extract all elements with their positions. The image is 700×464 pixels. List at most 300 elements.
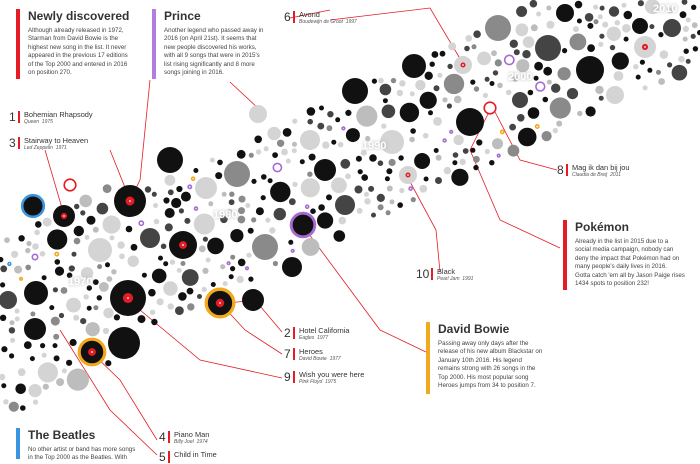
record-spindle xyxy=(407,174,409,176)
song-bubble xyxy=(575,1,583,9)
song-bubble xyxy=(274,208,286,220)
song-bubble xyxy=(551,84,560,93)
song-bubble xyxy=(93,227,99,233)
song-bubble xyxy=(448,42,456,50)
song-bubble xyxy=(10,338,15,343)
song-bubble xyxy=(553,128,558,133)
song-bubble xyxy=(10,320,15,325)
song-bubble xyxy=(9,402,19,412)
callout-newly-discovered xyxy=(16,9,156,79)
song-bubble xyxy=(377,194,385,202)
song-bubble xyxy=(691,5,696,10)
song-bubble xyxy=(103,328,109,334)
song-bubble xyxy=(473,165,478,170)
song-bubble xyxy=(535,35,561,61)
song-bubble xyxy=(460,159,466,165)
song-bubble xyxy=(93,305,98,310)
song-bubble xyxy=(506,90,512,96)
song-bubble xyxy=(437,73,442,78)
song-bubble xyxy=(497,154,500,157)
song-bubble xyxy=(306,205,309,208)
callout-body: Another legend who passed away in 2016 (on April 21st). It seems that new people discovered his works, with all 9 songs that were in 2015's list rising significantly and 8 more songs joining in 2016. xyxy=(164,27,264,77)
song-bubble xyxy=(128,256,139,267)
song-bubble xyxy=(409,187,412,190)
song-bubble xyxy=(138,315,146,323)
song-bubble xyxy=(470,148,475,153)
song-bubble xyxy=(97,203,109,215)
song-bubble xyxy=(686,18,691,23)
song-bubble xyxy=(264,146,269,151)
decade-label-1990: 1990 xyxy=(362,140,387,152)
song-bubble xyxy=(55,259,61,265)
song-bubble xyxy=(419,185,427,193)
song-bubble xyxy=(622,3,627,8)
song-bubble xyxy=(358,169,363,174)
song-bubble xyxy=(3,399,8,404)
song-bubble xyxy=(161,244,167,250)
song-bubble xyxy=(0,257,3,262)
song-bubble xyxy=(181,192,191,202)
song-bubble xyxy=(586,106,596,116)
song-bubble xyxy=(436,155,442,161)
song-bubble xyxy=(267,127,280,140)
song-bubble xyxy=(229,199,235,205)
song-bubble xyxy=(432,51,439,58)
song-bubble xyxy=(265,218,270,223)
song-bubble xyxy=(251,179,256,184)
decade-label-2010: 2010 xyxy=(653,3,678,15)
song-bubble xyxy=(420,92,437,109)
song-bubble xyxy=(270,182,290,202)
song-bubble xyxy=(307,107,316,116)
song-bubble xyxy=(342,127,345,130)
song-bubble xyxy=(87,306,92,311)
song-bubble xyxy=(638,0,644,6)
song-bubble xyxy=(693,46,698,51)
leader-line xyxy=(45,150,64,215)
song-bubble xyxy=(292,148,297,153)
song-bubble xyxy=(93,279,99,285)
song-bubble xyxy=(74,226,84,236)
callout-bar xyxy=(16,428,20,459)
song-bubble xyxy=(599,96,604,101)
song-bubble xyxy=(451,169,468,186)
song-bubble xyxy=(62,368,67,373)
song-bubble xyxy=(514,49,520,55)
song-bubble xyxy=(327,111,333,117)
song-bubble xyxy=(238,259,246,267)
song-bubble xyxy=(345,173,351,179)
song-bubble xyxy=(184,218,190,224)
song-bubble xyxy=(543,97,549,103)
song-bubble xyxy=(331,177,347,193)
song-bubble xyxy=(483,93,488,98)
song-bubble xyxy=(322,141,329,148)
song-bubble xyxy=(474,86,479,91)
song-bubble xyxy=(158,256,163,261)
song-bubble xyxy=(543,67,552,76)
song-bubble xyxy=(656,70,661,75)
song-bubble xyxy=(273,163,281,171)
song-bubble xyxy=(277,140,284,147)
song-bubble xyxy=(686,59,691,64)
song-bubble xyxy=(300,130,320,150)
song-bubble xyxy=(485,77,490,82)
song-bubble xyxy=(177,268,182,273)
song-bubble xyxy=(108,327,140,359)
song-bubble xyxy=(300,159,305,164)
song-bubble xyxy=(331,140,336,145)
song-bubble xyxy=(202,287,207,292)
song-bubble xyxy=(624,11,633,20)
song-bubble xyxy=(53,343,58,348)
song-bubble xyxy=(307,172,312,177)
song-bubble xyxy=(476,139,482,145)
song-bubble xyxy=(391,78,396,83)
song-bubble xyxy=(175,306,184,315)
song-bubble xyxy=(103,216,121,234)
song-bubble xyxy=(435,177,442,184)
song-bubble xyxy=(145,186,151,192)
song-bubble xyxy=(87,216,96,225)
song-bubble xyxy=(42,275,47,280)
song-bubble xyxy=(518,128,537,147)
song-bubble xyxy=(610,45,615,50)
song-bubble xyxy=(531,24,538,31)
song-bubble xyxy=(542,131,552,141)
song-bubble xyxy=(40,251,46,257)
song-bubble xyxy=(28,384,41,397)
song-bubble xyxy=(424,177,429,182)
song-bubble xyxy=(302,238,320,256)
song-bubble xyxy=(400,103,419,122)
song-bubble xyxy=(292,142,297,147)
record-spindle xyxy=(182,244,184,246)
song-bubble xyxy=(501,130,504,133)
song-bubble xyxy=(682,0,688,5)
song-bubble xyxy=(607,27,621,41)
song-bubble xyxy=(32,243,39,250)
song-bubble xyxy=(484,102,496,114)
song-bubble xyxy=(54,355,60,361)
song-bubble xyxy=(47,229,67,249)
song-bubble xyxy=(72,252,77,257)
song-bubble xyxy=(74,238,81,245)
song-bubble xyxy=(672,65,688,81)
song-bubble xyxy=(319,106,324,111)
song-bubble xyxy=(246,253,251,258)
record-spindle xyxy=(63,215,65,217)
song-bubble xyxy=(444,167,451,174)
song-bubble xyxy=(168,303,174,309)
song-bubble xyxy=(53,287,58,292)
song-bubble xyxy=(387,186,393,192)
song-bubble xyxy=(242,289,264,311)
song-bubble xyxy=(237,276,244,283)
song-bubble xyxy=(217,160,223,166)
song-bubble xyxy=(409,137,415,143)
song-bubble xyxy=(389,159,396,166)
song-bubble xyxy=(593,5,598,10)
song-bubble xyxy=(425,72,433,80)
song-bubble xyxy=(485,15,511,41)
song-bubble xyxy=(609,6,619,16)
song-bubble xyxy=(261,174,267,180)
song-bubble xyxy=(286,159,291,164)
song-bubble xyxy=(248,228,254,234)
record-spindle xyxy=(462,64,464,66)
song-bubble xyxy=(546,6,551,11)
song-bubble xyxy=(464,46,470,52)
song-bubble xyxy=(252,234,278,260)
song-bubble xyxy=(364,198,370,204)
song-bubble xyxy=(74,204,79,209)
song-bubble xyxy=(556,121,562,127)
song-bubble xyxy=(385,176,390,181)
song-bubble xyxy=(282,257,302,277)
song-bubble xyxy=(450,131,453,134)
song-bubble xyxy=(339,217,347,225)
song-bubble xyxy=(534,76,539,81)
song-bubble xyxy=(577,19,582,24)
song-bubble xyxy=(443,139,446,142)
song-bubble xyxy=(660,50,669,59)
song-bubble xyxy=(199,245,206,252)
song-bubble xyxy=(111,269,116,274)
callout-bar xyxy=(152,9,156,79)
song-bubble xyxy=(238,216,246,224)
song-bubble xyxy=(382,105,396,119)
song-bubble xyxy=(314,159,336,181)
song-bubble xyxy=(195,177,217,199)
song-bubble xyxy=(397,90,403,96)
song-bubble xyxy=(80,318,86,324)
song-bubble xyxy=(193,168,198,173)
song-bubble xyxy=(61,287,68,294)
song-bubble xyxy=(33,400,38,405)
song-bubble xyxy=(361,174,368,181)
song-bubble xyxy=(508,145,520,157)
song-bubble xyxy=(364,192,369,197)
song-bubble xyxy=(227,262,230,265)
song-bubble xyxy=(40,343,45,348)
song-bubble xyxy=(0,315,6,321)
song-bubble xyxy=(291,250,294,253)
song-bubble xyxy=(335,195,355,215)
song-bubble xyxy=(69,265,75,271)
song-bubble xyxy=(157,298,164,305)
song-bubble xyxy=(55,252,58,255)
callout-body: Already in the list in 2015 due to a social media campaign, nobody can deny the impact that Pokémon had on many people's daily lives in 2016. Gotta catch 'em all by Jason Paige rises 1434 spots to position 232! xyxy=(575,238,685,288)
song-bubble xyxy=(434,148,439,153)
song-bubble xyxy=(38,362,58,382)
song-bubble xyxy=(84,294,89,299)
song-bubble xyxy=(310,208,316,214)
song-bubble xyxy=(465,35,472,42)
song-bubble xyxy=(368,186,374,192)
song-bubble xyxy=(334,230,346,242)
song-bubble xyxy=(15,384,26,395)
song-bubble xyxy=(53,334,59,340)
song-bubble xyxy=(153,203,158,208)
song-bubble xyxy=(536,82,545,91)
song-bubble xyxy=(22,195,44,217)
song-bubble xyxy=(56,378,64,386)
song-bubble xyxy=(378,78,384,84)
song-bubble xyxy=(309,154,316,161)
record-spindle xyxy=(219,302,221,304)
song-bubble xyxy=(493,70,498,75)
song-bubble xyxy=(230,266,235,271)
callout-david-bowie xyxy=(426,322,561,394)
song-bubble xyxy=(237,150,246,159)
callout-title: Prince xyxy=(164,9,201,23)
song-bubble xyxy=(517,114,525,122)
song-bubble xyxy=(283,128,292,137)
song-bubble xyxy=(536,125,539,128)
song-bubble xyxy=(15,317,20,322)
song-bubble xyxy=(301,178,320,197)
song-bubble xyxy=(490,81,495,86)
song-bubble xyxy=(599,34,604,39)
callout-body: Passing away only days after the release of his new album Blackstar on January 10th 2016. His legend remains strong with 26 songs in the Top 2000. His most popular song Heroes jumps from 34 to position 7. xyxy=(438,340,543,390)
song-bubble xyxy=(357,208,363,214)
song-bubble xyxy=(229,192,234,197)
song-bubble xyxy=(447,64,452,69)
song-bubble xyxy=(268,178,273,183)
song-bubble xyxy=(472,44,477,49)
song-bubble xyxy=(165,223,173,231)
song-bubble xyxy=(107,276,113,282)
song-bubble xyxy=(206,258,211,263)
song-bubble xyxy=(573,26,579,32)
song-bubble xyxy=(594,19,599,24)
song-bubble xyxy=(528,90,534,96)
song-bubble xyxy=(168,189,174,195)
song-bubble xyxy=(42,353,47,358)
song-bubble xyxy=(633,64,638,69)
song-bubble xyxy=(683,37,688,42)
song-bubble xyxy=(381,124,386,129)
song-bubble xyxy=(356,156,362,162)
song-bubble xyxy=(683,26,689,32)
song-bubble xyxy=(0,282,5,287)
song-bubble xyxy=(570,34,587,51)
song-bubble xyxy=(220,264,225,269)
song-bubble xyxy=(187,303,194,310)
song-bubble xyxy=(602,22,608,28)
song-bubble xyxy=(327,125,333,131)
song-bubble xyxy=(497,83,503,89)
song-bubble xyxy=(207,238,224,255)
song-bubble xyxy=(238,207,245,214)
song-bubble xyxy=(667,62,672,67)
song-bubble xyxy=(15,309,20,314)
song-bubble xyxy=(528,107,540,119)
song-bubble xyxy=(614,71,624,81)
leader-line xyxy=(470,110,560,248)
song-bubble xyxy=(562,48,567,53)
song-bubble xyxy=(165,208,175,218)
callout-title: Newly discovered xyxy=(28,9,130,23)
song-bubble xyxy=(35,221,42,228)
song-bubble xyxy=(51,317,60,326)
song-bubble xyxy=(595,86,603,94)
song-bubble xyxy=(505,55,514,64)
song-bubble xyxy=(447,103,452,108)
song-bubble xyxy=(261,195,266,200)
song-bubble xyxy=(215,172,222,179)
song-bubble xyxy=(292,182,297,187)
song-bubble xyxy=(66,360,72,366)
song-bubble xyxy=(249,153,254,158)
song-bubble xyxy=(281,149,288,156)
song-bubble xyxy=(414,153,430,169)
song-bubble xyxy=(600,6,605,11)
song-bubble xyxy=(378,160,384,166)
song-bubble xyxy=(208,201,213,206)
song-bubble xyxy=(188,185,191,188)
callout-body: Although already released in 1972, Starman from David Bowie is the highest new song in the list. It never appeared in the previous 17 editions of the Top 2000 and entered in 2016 on position 270. xyxy=(28,27,128,77)
song-bubble xyxy=(181,261,186,266)
song-bubble xyxy=(30,312,35,317)
song-bubble xyxy=(335,117,340,122)
song-bubble xyxy=(114,314,120,320)
song-bubble xyxy=(369,154,377,162)
song-bubble xyxy=(410,128,416,134)
song-bubble xyxy=(452,160,457,165)
song-bubble xyxy=(456,108,484,136)
song-bubble xyxy=(433,117,442,126)
song-bubble xyxy=(477,52,491,66)
song-bubble xyxy=(453,152,459,158)
song-bubble xyxy=(163,197,169,203)
song-bubble xyxy=(152,192,157,197)
song-bubble xyxy=(14,266,22,274)
song-bubble xyxy=(211,282,216,287)
song-bubble xyxy=(151,319,157,325)
song-bubble xyxy=(192,177,195,180)
song-bubble xyxy=(20,405,26,411)
song-bubble xyxy=(224,161,250,187)
song-bubble xyxy=(680,11,687,18)
song-bubble xyxy=(453,135,463,145)
song-bubble xyxy=(210,158,215,163)
song-bubble xyxy=(397,202,403,208)
song-bubble xyxy=(55,267,64,276)
song-bubble xyxy=(249,105,267,123)
song-bubble xyxy=(289,198,296,205)
song-bubble xyxy=(0,374,5,380)
callout-title: Pokémon xyxy=(575,220,630,234)
song-bubble xyxy=(291,213,315,237)
callout-body: No other artist or band has more songs in the Top 2000 as the Beatles. With xyxy=(28,446,136,462)
song-bubble xyxy=(248,277,253,282)
song-bubble xyxy=(148,289,156,297)
song-bubble xyxy=(378,204,384,210)
song-bubble xyxy=(530,0,538,8)
song-bubble xyxy=(567,88,578,99)
song-bubble xyxy=(428,110,433,115)
song-bubble xyxy=(49,305,54,310)
song-bubble xyxy=(355,186,363,194)
song-bubble xyxy=(117,241,124,248)
song-bubble xyxy=(79,195,92,208)
song-bubble xyxy=(340,159,350,169)
song-bubble xyxy=(516,6,527,17)
song-bubble xyxy=(495,59,502,66)
song-bubble xyxy=(254,136,262,144)
